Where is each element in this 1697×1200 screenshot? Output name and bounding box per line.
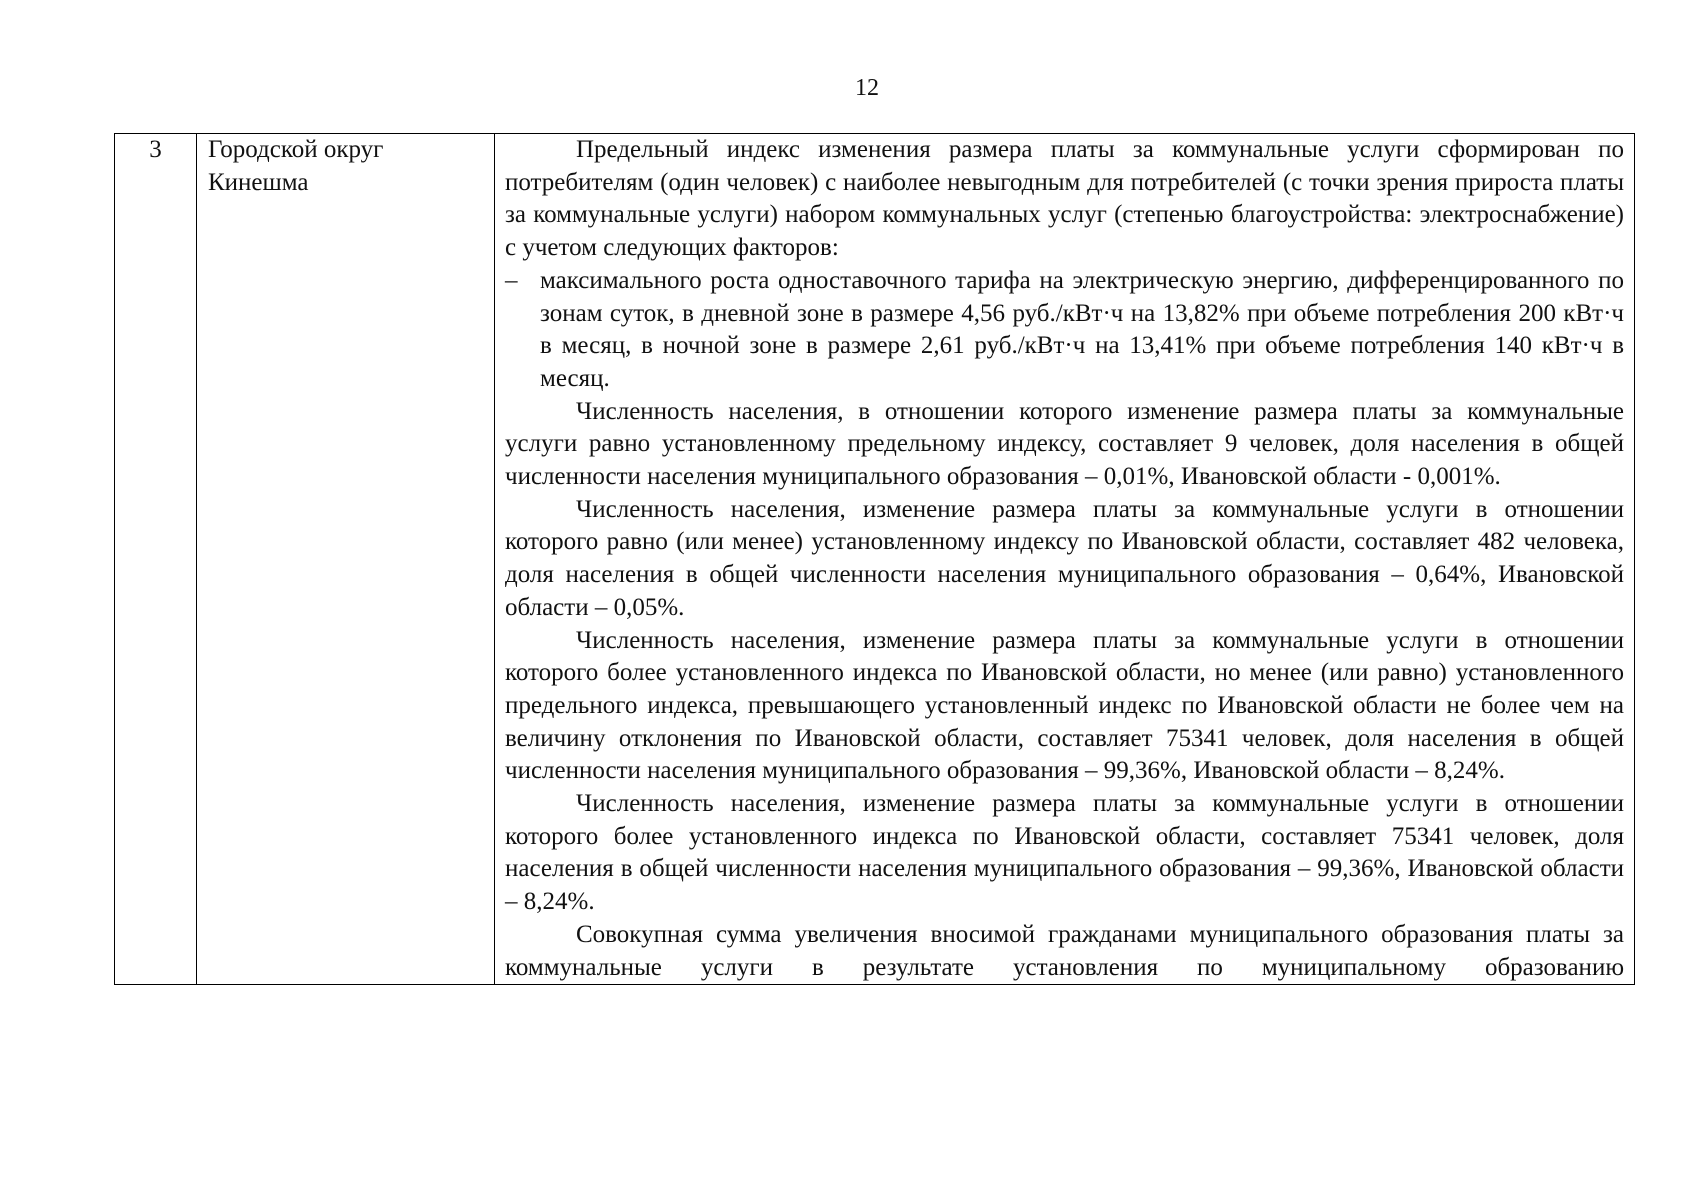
table-row xyxy=(115,134,1635,985)
bullet-dash: – xyxy=(505,266,518,294)
description-cell xyxy=(495,134,1635,985)
municipality-table xyxy=(114,133,1635,985)
population-max-index-paragraph: Численность населения, в отношении которого изменение размера платы за коммунальные услуги равно установленному предельному индексу, составляет 9 человек, доля населения в общей численности населения муниципального образования – 0,01%, Ивановской области - 0,001%. xyxy=(505,397,1624,491)
row-number-cell: 3 xyxy=(115,134,197,985)
municipality-name-cell: Городской округ Кинешма xyxy=(197,134,495,985)
population-below-index-paragraph: Численность населения, изменение размера платы за коммунальные услуги в отношении которого равно (или менее) установленному индексу по Ивановской области, составляет 482 человека, доля населения в общей численности населения муниципального образования – 0,64%, Ивановской области – 0,05%. xyxy=(505,495,1624,621)
total-sum-paragraph: Совокупная сумма увеличения вносимой гражданами муниципального образования платы за коммунальные услуги в результате установления по муниципальному образованию xyxy=(505,920,1624,981)
tariff-bullet xyxy=(505,265,1624,396)
tariff-bullet-text: максимального роста одноставочного тарифа на электрическую энергию, дифференцированного по зонам суток, в дневной зоне в размере 4,56 руб./кВт·ч на 13,82% при объеме потребления 200 кВт·ч в месяц, в ночной зоне в размере 2,61 руб./кВт·ч на 13,41% при объеме потребления 140 кВт·ч в месяц. xyxy=(540,266,1624,392)
population-between-index-paragraph: Численность населения, изменение размера платы за коммунальные услуги в отношении которого более установленного индекса по Ивановской области, но менее (или равно) установленного предельного индекса, превышающего установленный индекс по Ивановской области не более чем на величину отклонения по Ивановской области, составляет 75341 человек, доля населения в общей численности населения муниципального образования – 99,36%, Ивановской области – 8,24%. xyxy=(505,626,1624,785)
population-above-index-paragraph: Численность населения, изменение размера платы за коммунальные услуги в отношении которого более установленного индекса по Ивановской области, составляет 75341 человек, доля населения в общей численности населения муниципального образования – 99,36%, Ивановской области – 8,24%. xyxy=(505,790,1624,916)
page-number: 12 xyxy=(855,75,879,101)
intro-paragraph: Предельный индекс изменения размера платы за коммунальные услуги сформирован по потребителям (один человек) с наиболее невыгодным для потребителей (с точки зрения прироста платы за коммунальные услуги) набором коммунальных услуг (степенью благоустройства: электроснабжение) с учетом следующих факторов: xyxy=(505,136,1624,262)
